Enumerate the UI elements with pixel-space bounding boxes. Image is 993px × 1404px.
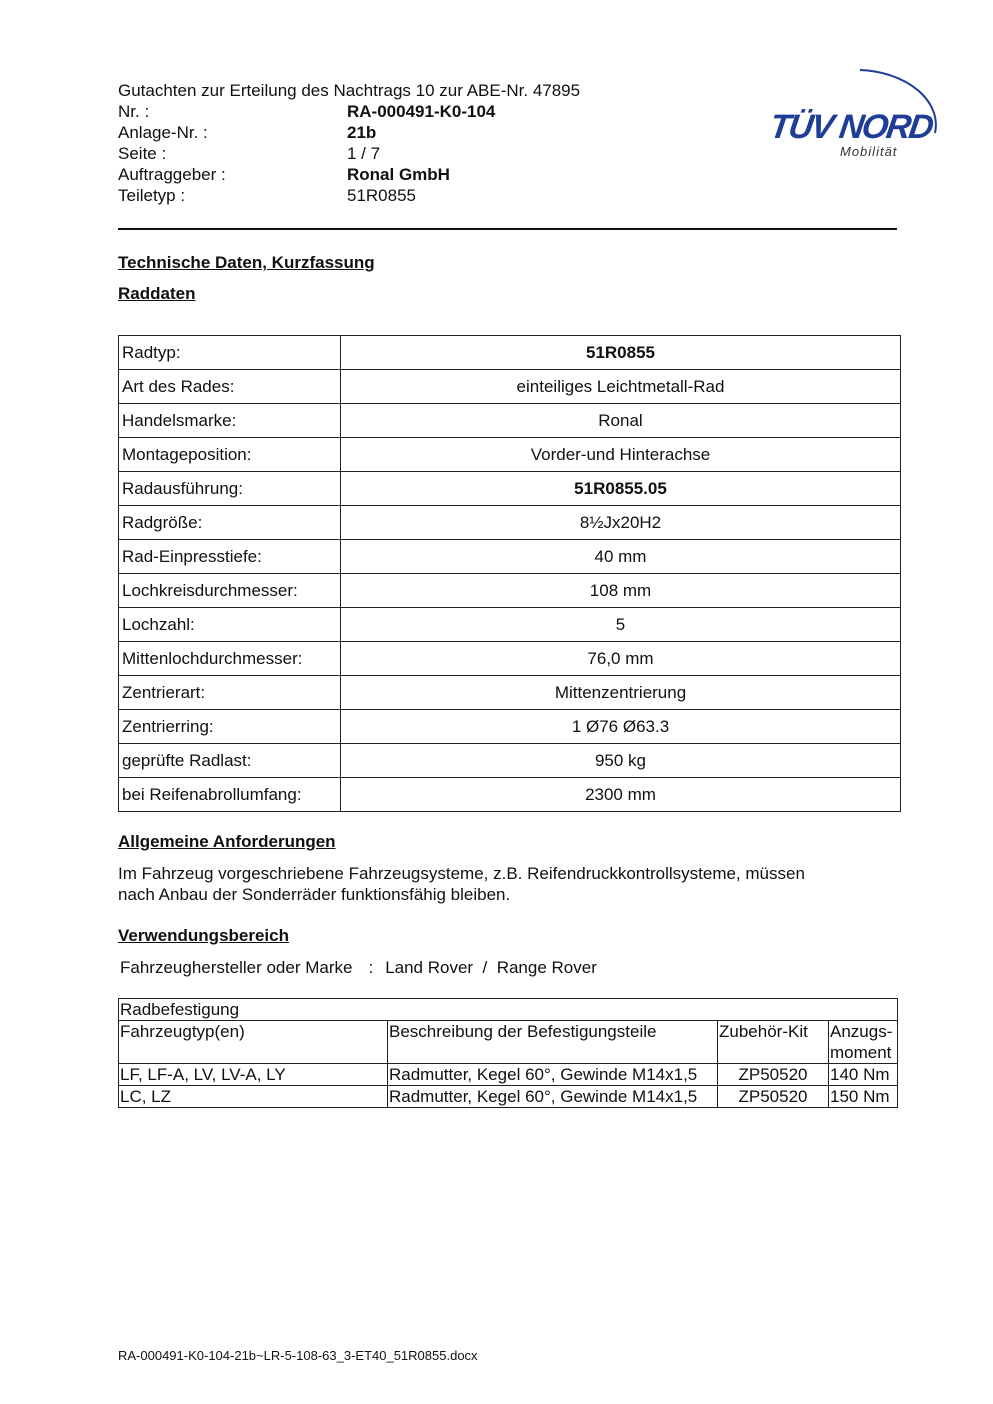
row-value: Vorder-und Hinterachse [341, 438, 901, 472]
table-row [119, 438, 901, 472]
table-row [119, 336, 901, 370]
header-label: Nr. : [118, 102, 150, 121]
table-row [119, 506, 901, 540]
header-row-nr [118, 101, 580, 122]
column-header: Fahrzeugtyp(en) [119, 1021, 388, 1064]
row-value: 76,0 mm [341, 642, 901, 676]
table-row [119, 642, 901, 676]
table-cell: ZP50520 [718, 1086, 829, 1108]
header-value: 21b [347, 123, 377, 142]
table-row [119, 1086, 898, 1108]
table-row [119, 608, 901, 642]
logo-wordmark: TÜV NORD [767, 108, 935, 146]
row-label: Handelsmarke: [119, 404, 341, 438]
row-value: Mittenzentrierung [341, 676, 901, 710]
table-cell: Radmutter, Kegel 60°, Gewinde M14x1,5 [388, 1064, 718, 1086]
header-row-teiletyp [118, 185, 580, 206]
table-cell: Radmutter, Kegel 60°, Gewinde M14x1,5 [388, 1086, 718, 1108]
table-row [119, 472, 901, 506]
raddaten-table [118, 335, 901, 812]
header-row-auftraggeber [118, 164, 580, 185]
section-heading-raddaten: Raddaten [118, 284, 196, 303]
table-row [119, 710, 901, 744]
row-label: Zentrierring: [119, 710, 341, 744]
column-header: Anzugs-moment [829, 1021, 898, 1064]
header-value: RA-000491-K0-104 [347, 102, 496, 121]
table-row [119, 676, 901, 710]
row-value: 950 kg [341, 744, 901, 778]
allgemein-paragraph [118, 863, 805, 905]
logo-subtitle: Mobilität [840, 144, 898, 159]
row-value: 5 [341, 608, 901, 642]
table-row [119, 778, 901, 812]
table-cell: ZP50520 [718, 1064, 829, 1086]
table-row [119, 370, 901, 404]
row-value: 2300 mm [341, 778, 901, 812]
row-label: Radgröße: [119, 506, 341, 540]
row-label: Lochzahl: [119, 608, 341, 642]
table-cell: 150 Nm [829, 1086, 898, 1108]
row-label: Art des Rades: [119, 370, 341, 404]
column-header: Beschreibung der Befestigungsteile [388, 1021, 718, 1064]
header-value: 51R0855 [347, 186, 417, 205]
radbefestigung-table [118, 998, 898, 1108]
hersteller-separator: : [368, 958, 374, 977]
header-row-anlage [118, 122, 580, 143]
header-label: Anlage-Nr. : [118, 123, 208, 142]
document-footer: RA-000491-K0-104-21b~LR-5-108-63_3-ET40_51R0855.docx [118, 1348, 478, 1363]
row-label: bei Reifenabrollumfang: [119, 778, 341, 812]
header-label: Seite : [118, 144, 167, 163]
row-value: Ronal [341, 404, 901, 438]
table-row [119, 574, 901, 608]
row-value: 1 Ø76 Ø63.3 [341, 710, 901, 744]
section-heading-tech: Technische Daten, Kurzfassung [118, 253, 375, 272]
document-title: Gutachten zur Erteilung des Nachtrags 10 zur ABE-Nr. 47895 [118, 81, 581, 100]
row-value: einteiliges Leichtmetall-Rad [341, 370, 901, 404]
table-cell: LC, LZ [119, 1086, 388, 1108]
header-value: 1 / 7 [347, 144, 381, 163]
table-row [119, 404, 901, 438]
row-value: 40 mm [341, 540, 901, 574]
table-row [119, 540, 901, 574]
row-label: Radtyp: [119, 336, 341, 370]
header-value: Ronal GmbH [347, 165, 450, 184]
hersteller-label: Fahrzeughersteller oder Marke [120, 958, 353, 977]
document-header [118, 80, 580, 206]
hersteller-value: Land Rover / Range Rover [385, 958, 597, 977]
row-label: Lochkreisdurchmesser: [119, 574, 341, 608]
hersteller-line [120, 957, 597, 978]
row-label: Zentrierart: [119, 676, 341, 710]
header-row-seite [118, 143, 580, 164]
row-label: Montageposition: [119, 438, 341, 472]
paragraph-line: nach Anbau der Sonderräder funktionsfähig bleiben. [118, 885, 511, 904]
row-value: 51R0855 [341, 336, 901, 370]
tuv-nord-logo [760, 58, 950, 168]
table-header-row [119, 1021, 898, 1064]
section-heading-verwendung: Verwendungsbereich [118, 926, 289, 945]
table-row [119, 744, 901, 778]
table-cell: 140 Nm [829, 1064, 898, 1086]
row-label: Rad-Einpresstiefe: [119, 540, 341, 574]
table-title-row [119, 999, 898, 1021]
header-divider [118, 228, 897, 230]
row-label: Mittenlochdurchmesser: [119, 642, 341, 676]
section-heading-allgemein: Allgemeine Anforderungen [118, 832, 336, 851]
header-label: Teiletyp : [118, 186, 186, 205]
row-label: geprüfte Radlast: [119, 744, 341, 778]
column-header: Zubehör-Kit [718, 1021, 829, 1064]
row-value: 51R0855.05 [341, 472, 901, 506]
row-value: 108 mm [341, 574, 901, 608]
table-row [119, 1064, 898, 1086]
header-label: Auftraggeber : [118, 165, 226, 184]
row-value: 8½Jx20H2 [341, 506, 901, 540]
table-title: Radbefestigung [119, 999, 898, 1021]
row-label: Radausführung: [119, 472, 341, 506]
paragraph-line: Im Fahrzeug vorgeschriebene Fahrzeugsysteme, z.B. Reifendruckkontrollsysteme, müssen [118, 864, 805, 883]
table-cell: LF, LF-A, LV, LV-A, LY [119, 1064, 388, 1086]
